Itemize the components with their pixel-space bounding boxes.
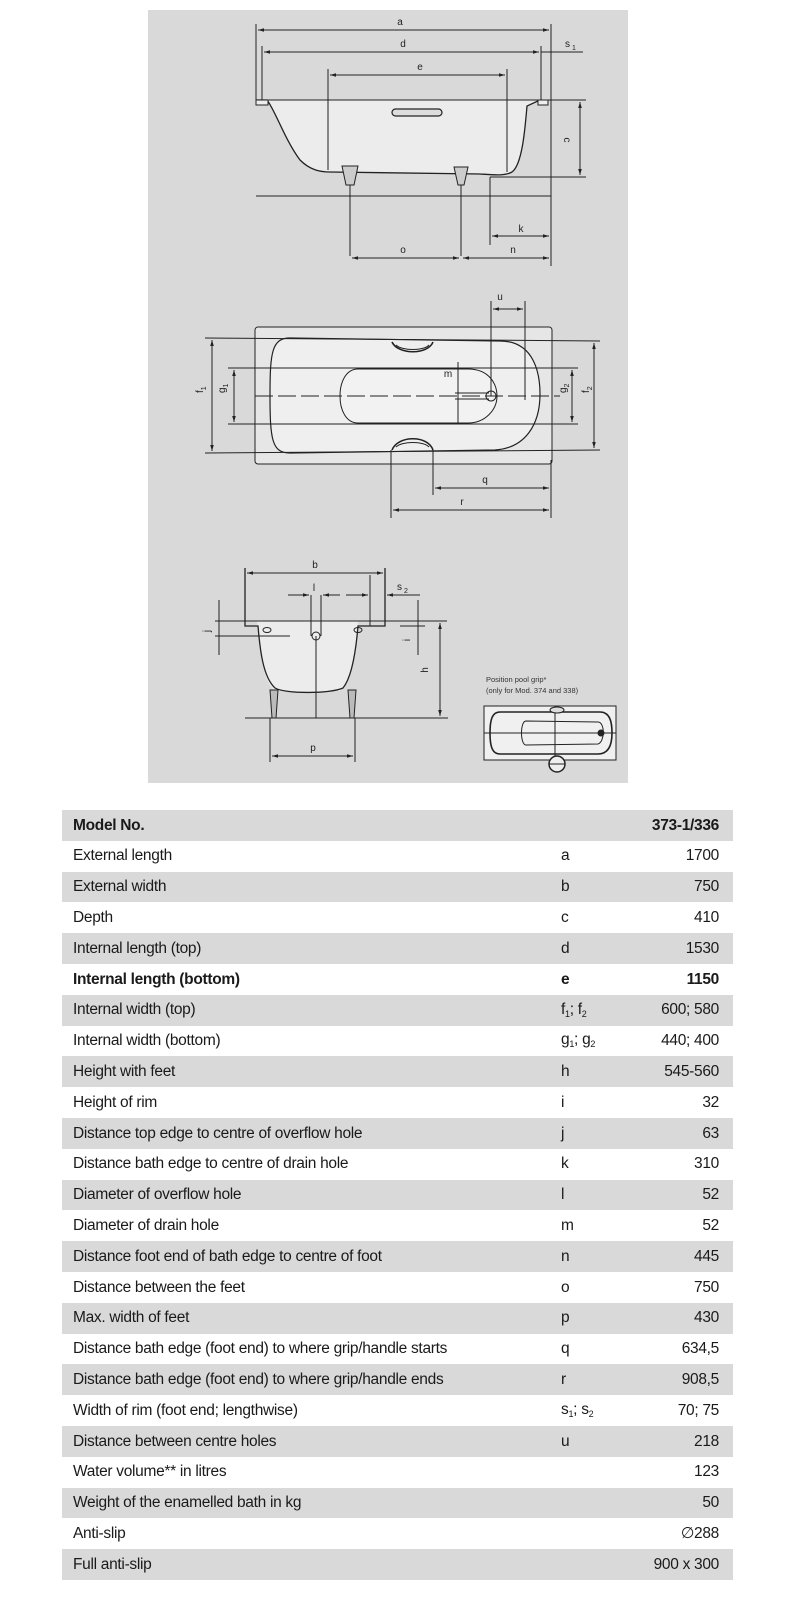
table-row [62, 933, 733, 964]
dim-label-o: o [400, 245, 406, 256]
row-value: 440; 400 [641, 1026, 733, 1057]
table-row [62, 1180, 733, 1211]
row-symbol [543, 1395, 641, 1426]
row-symbol [543, 995, 641, 1026]
row-value: 52 [641, 1180, 733, 1211]
table-row [62, 1056, 733, 1087]
row-symbol: h [543, 1056, 641, 1087]
row-label: Height with feet [62, 1056, 543, 1087]
row-label: Internal width (top) [62, 995, 543, 1026]
row-label: Internal length (top) [62, 933, 543, 964]
table-header-row [62, 810, 733, 841]
dim-label-s2: s [397, 582, 402, 593]
table-row [62, 1118, 733, 1149]
row-value: 50 [641, 1488, 733, 1519]
symbol-subscript: 1 [565, 1008, 570, 1019]
pool-grip-inset [484, 675, 616, 772]
row-symbol: u [543, 1426, 641, 1457]
dim-label-subscript: 1 [201, 386, 208, 391]
table-row [62, 1395, 733, 1426]
table-row [62, 1426, 733, 1457]
table-row [62, 1334, 733, 1365]
specification-table [62, 810, 733, 1580]
row-value: 600; 580 [641, 995, 733, 1026]
row-value: 908,5 [641, 1364, 733, 1395]
dim-label-k: k [518, 224, 524, 235]
row-value: 70; 75 [641, 1395, 733, 1426]
row-label: Water volume** in litres [62, 1457, 543, 1488]
symbol-part: ; [573, 1401, 582, 1419]
table-row [62, 1303, 733, 1334]
row-label: Internal length (bottom) [62, 964, 543, 995]
row-label: Anti-slip [62, 1518, 543, 1549]
pool-grip-title: Position pool grip* [486, 675, 547, 684]
row-label: Depth [62, 902, 543, 933]
dim-label-q: q [482, 475, 488, 486]
row-label: Distance foot end of bath edge to centre of foot [62, 1241, 543, 1272]
row-label: Internal width (bottom) [62, 1026, 543, 1057]
symbol-part: f [577, 1000, 582, 1018]
row-symbol: o [543, 1272, 641, 1303]
row-label: Weight of the enamelled bath in kg [62, 1488, 543, 1519]
table-row [62, 1241, 733, 1272]
row-value: 52 [641, 1210, 733, 1241]
symbol-part: f [561, 1000, 566, 1018]
dim-label-l: l [312, 583, 316, 594]
dim-label-i: i [402, 638, 413, 642]
row-label: External length [62, 841, 543, 872]
row-value: 1530 [641, 933, 733, 964]
row-label: Full anti-slip [62, 1549, 543, 1580]
dim-label-s1-sub: 1 [572, 45, 576, 52]
row-value: 218 [641, 1426, 733, 1457]
row-symbol: l [543, 1180, 641, 1211]
row-symbol: m [543, 1210, 641, 1241]
dim-label-u: u [497, 292, 503, 303]
row-value: 1700 [641, 841, 733, 872]
symbol-part: g [561, 1031, 570, 1049]
dim-label-m: m [443, 369, 453, 380]
dim-label-b: b [312, 560, 318, 571]
dim-label-g1: $g_1$ [217, 383, 230, 393]
table-row [62, 841, 733, 872]
row-label: Distance bath edge to centre of drain hole [62, 1149, 543, 1180]
row-value: 32 [641, 1087, 733, 1118]
row-label: Distance bath edge (foot end) to where grip/handle starts [62, 1334, 543, 1365]
side-view-drawing [256, 24, 586, 266]
row-symbol: j [543, 1118, 641, 1149]
dim-label-n: n [510, 245, 516, 256]
dim-label-d: d [400, 39, 406, 50]
row-symbol: d [543, 933, 641, 964]
table-row [62, 1518, 733, 1549]
dim-label-e: e [417, 62, 423, 73]
row-label: Distance between the feet [62, 1272, 543, 1303]
row-symbol: a [543, 841, 641, 872]
symbol-subscript: 1 [569, 1039, 575, 1050]
dim-label-s2-sub: 2 [404, 588, 408, 595]
table-row [62, 1149, 733, 1180]
header-model-number: 373-1/336 [641, 810, 733, 841]
row-value: 430 [641, 1303, 733, 1334]
row-label: External width [62, 872, 543, 903]
symbol-subscript: 2 [581, 1008, 587, 1019]
row-symbol: i [543, 1087, 641, 1118]
table-row [62, 1026, 733, 1057]
row-value: 123 [641, 1457, 733, 1488]
table-row [62, 1457, 733, 1488]
dim-label-g2: $g_2$ [558, 383, 571, 393]
table-row [62, 1087, 733, 1118]
row-value: 445 [641, 1241, 733, 1272]
row-symbol: c [543, 902, 641, 933]
table-row [62, 964, 733, 995]
row-symbol: r [543, 1364, 641, 1395]
row-symbol [543, 1549, 641, 1580]
row-label: Distance bath edge (foot end) to where grip/handle ends [62, 1364, 543, 1395]
symbol-part: ; [574, 1031, 583, 1049]
table-row [62, 872, 733, 903]
table-row [62, 1549, 733, 1580]
dim-label-f1: $f_1$ [195, 386, 208, 393]
symbol-subscript: 1 [568, 1409, 574, 1420]
dim-label-f2: $f_2$ [581, 386, 594, 393]
row-value: 1150 [641, 964, 733, 995]
dim-label-h: h [420, 667, 431, 673]
dim-label-a: a [397, 17, 403, 28]
row-label: Diameter of overflow hole [62, 1180, 543, 1211]
table-row [62, 1364, 733, 1395]
table-row [62, 1488, 733, 1519]
dim-label-subscript: 2 [564, 383, 571, 388]
row-value: 900 x 300 [641, 1549, 733, 1580]
row-symbol: q [543, 1334, 641, 1365]
dim-label-j: j [202, 629, 213, 633]
symbol-part: ; [569, 1000, 578, 1018]
dim-label-p: p [310, 743, 316, 754]
dim-label-subscript: 1 [223, 383, 230, 388]
row-value: ∅288 [641, 1518, 733, 1549]
symbol-subscript: 2 [588, 1409, 594, 1420]
row-value: 750 [641, 1272, 733, 1303]
symbol-part: g [582, 1031, 591, 1049]
row-symbol: p [543, 1303, 641, 1334]
row-value: 750 [641, 872, 733, 903]
table-row [62, 1272, 733, 1303]
top-view-drawing [205, 301, 600, 518]
table-row [62, 902, 733, 933]
row-value: 410 [641, 902, 733, 933]
cross-section-drawing [215, 568, 448, 762]
dim-label-s1: s [565, 39, 570, 50]
row-value: 310 [641, 1149, 733, 1180]
pool-grip-subtitle: (only for Mod. 374 and 338) [486, 686, 579, 695]
row-symbol: n [543, 1241, 641, 1272]
row-value: 63 [641, 1118, 733, 1149]
symbol-part: s [561, 1401, 569, 1419]
symbol-part: s [581, 1401, 589, 1419]
row-label: Max. width of feet [62, 1303, 543, 1334]
row-value: 545-560 [641, 1056, 733, 1087]
row-label: Diameter of drain hole [62, 1210, 543, 1241]
row-symbol [543, 1457, 641, 1488]
row-label: Width of rim (foot end; lengthwise) [62, 1395, 543, 1426]
row-symbol [543, 1488, 641, 1519]
dim-label-subscript: 2 [587, 386, 594, 391]
symbol-subscript: 2 [590, 1039, 596, 1050]
row-symbol: b [543, 872, 641, 903]
row-symbol [543, 1026, 641, 1057]
table-row [62, 995, 733, 1026]
table-row [62, 1210, 733, 1241]
row-label: Height of rim [62, 1087, 543, 1118]
header-symbol [543, 810, 641, 841]
row-symbol: e [543, 964, 641, 995]
row-label: Distance top edge to centre of overflow hole [62, 1118, 543, 1149]
row-symbol: k [543, 1149, 641, 1180]
dim-label-c: c [561, 137, 572, 143]
dim-label-r: r [460, 497, 464, 508]
row-value: 634,5 [641, 1334, 733, 1365]
header-label: Model No. [62, 810, 543, 841]
row-symbol [543, 1518, 641, 1549]
row-label: Distance between centre holes [62, 1426, 543, 1457]
